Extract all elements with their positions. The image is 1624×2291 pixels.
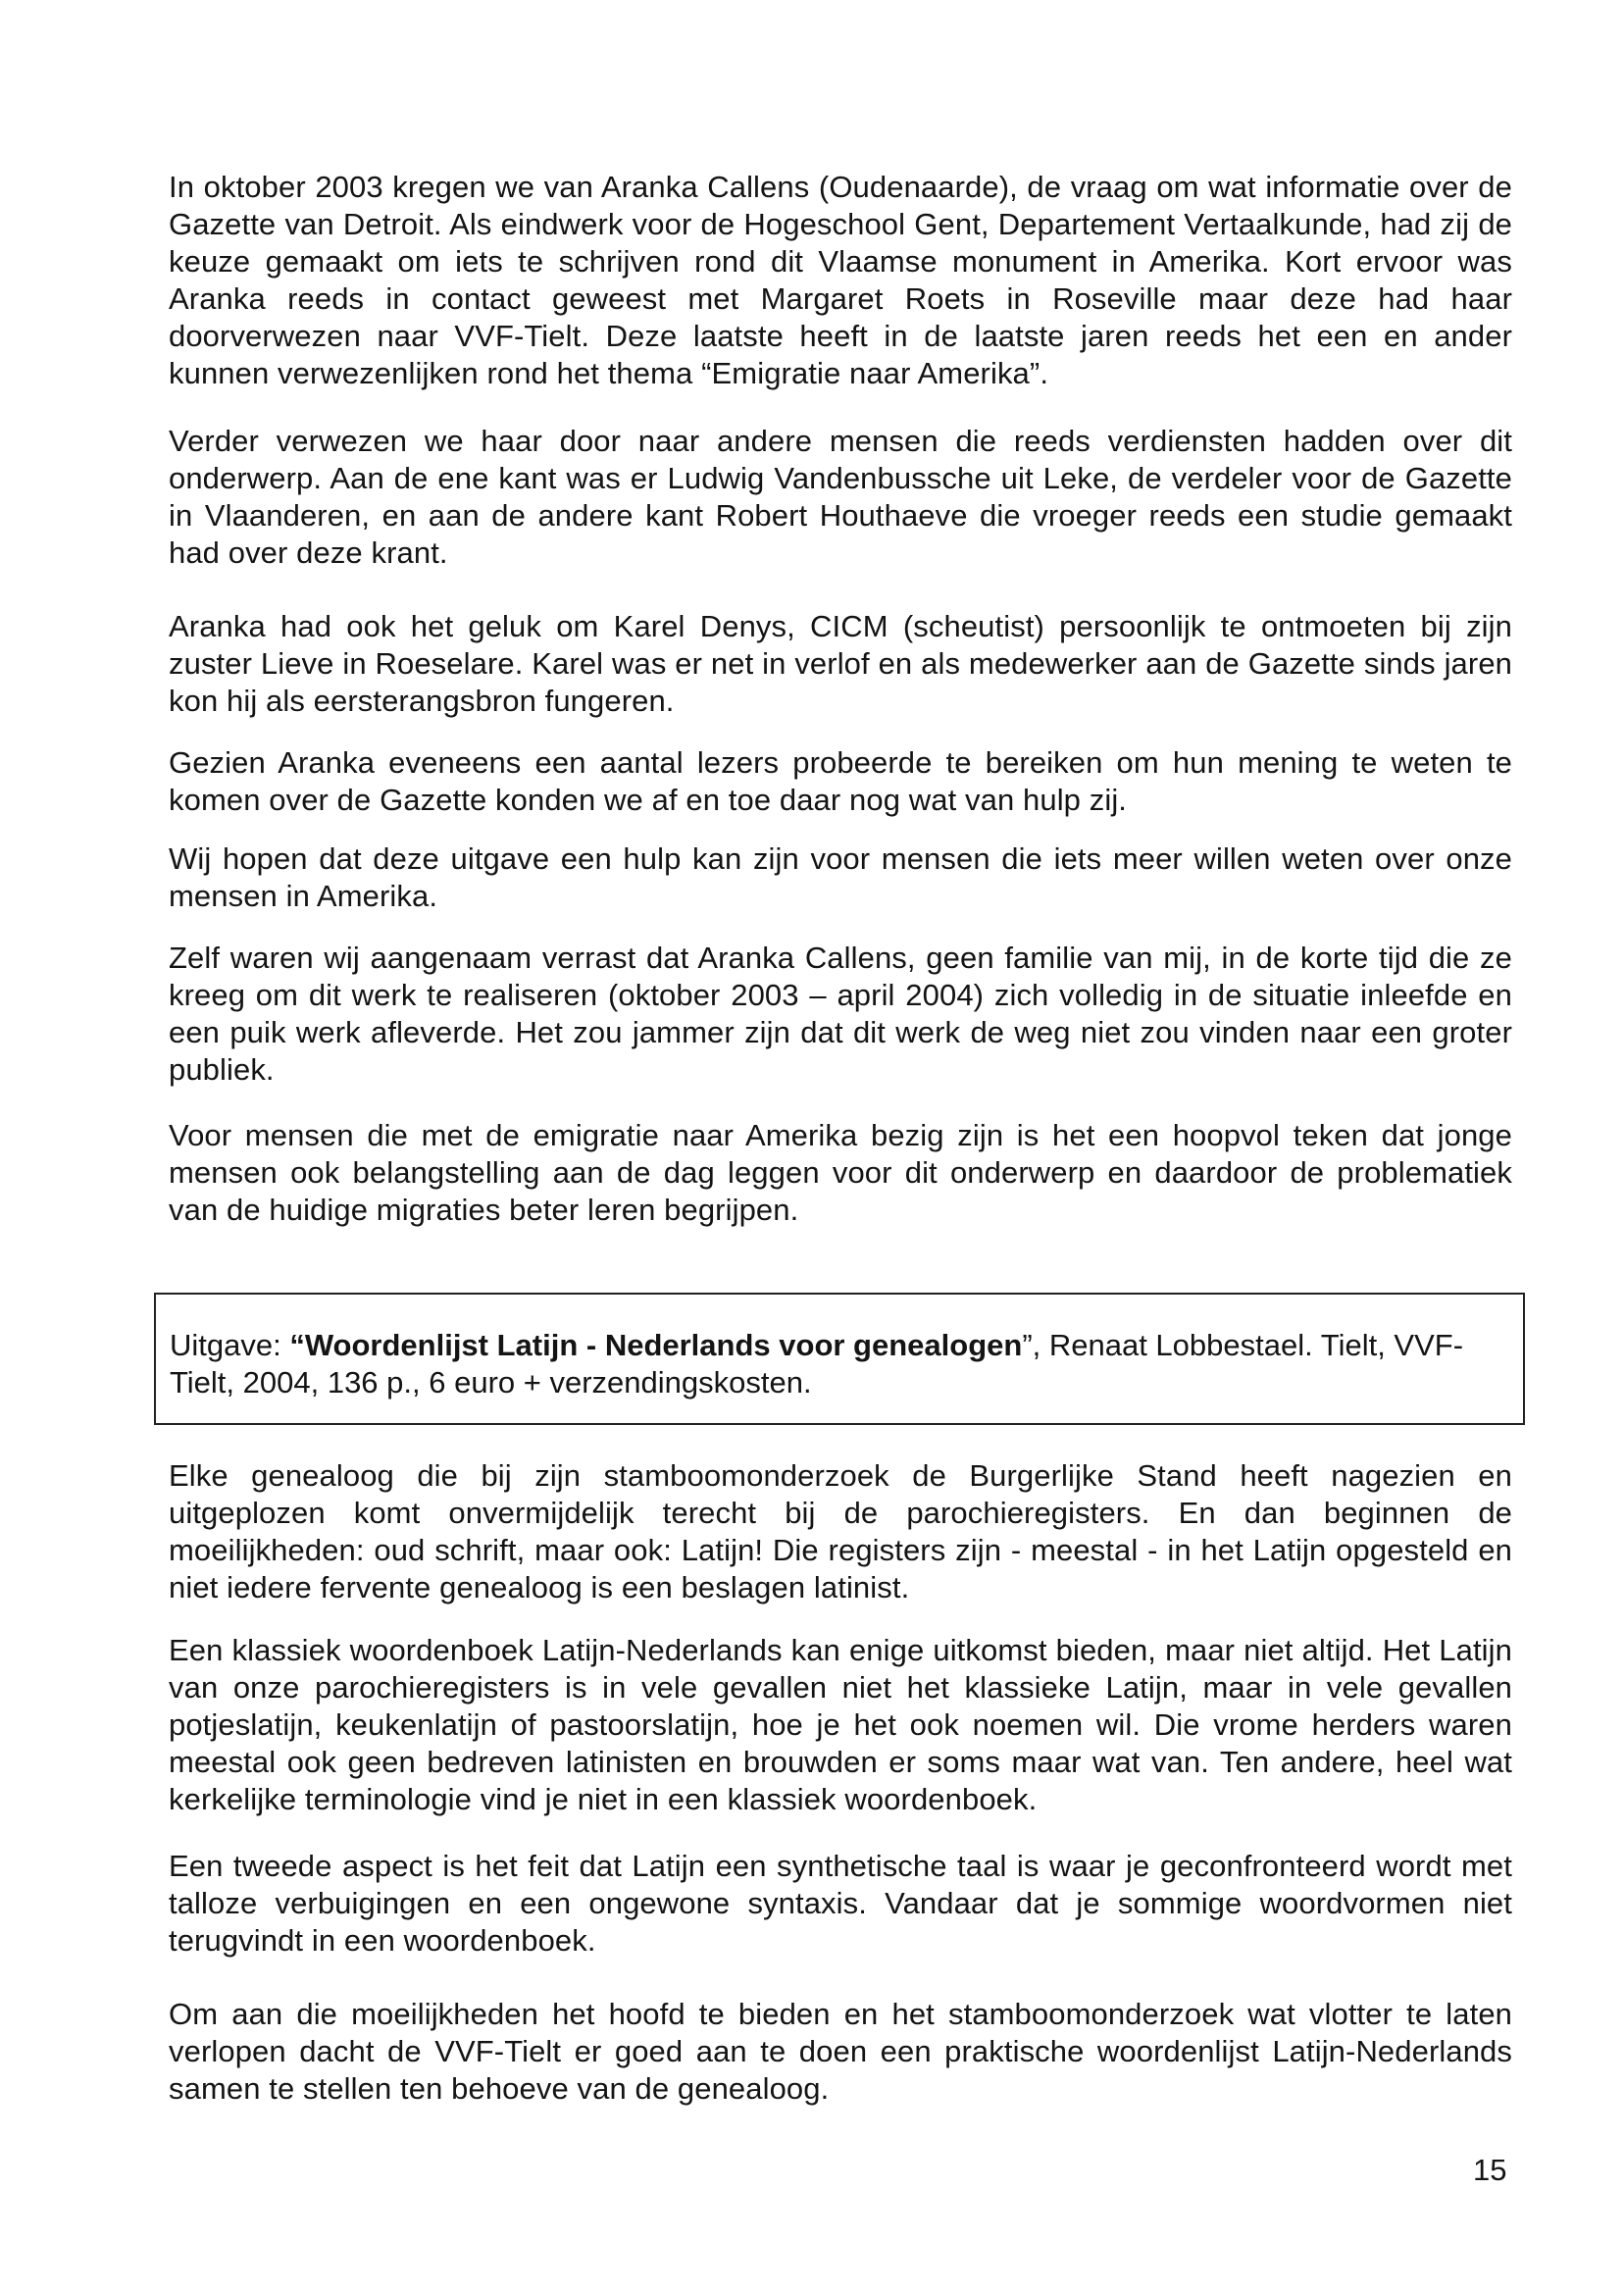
paragraph: Gezien Aranka eveneens een aantal lezers probeerde te bereiken om hun mening te weten te komen over de Gazette konden we af en toe daar nog wat van hulp zij. bbox=[169, 745, 1512, 817]
paragraph: Voor mensen die met de emigratie naar Amerika bezig zijn is het een hoopvol teken dat jonge mensen ook belangstelling aan de dag leggen voor dit onderwerp en daardoor de problematiek van de huidige migraties beter leren begrijpen. bbox=[169, 1118, 1512, 1227]
publication-citation bbox=[170, 1327, 1503, 1401]
paragraph: Elke genealoog die bij zijn stamboomonderzoek de Burgerlijke Stand heeft nagezien en uitgeplozen komt onvermijdelijk terecht bij de parochieregisters. En dan beginnen de moeilijkheden: oud schrift, maar ook: Latijn! Die registers zijn - meestal - in het Latijn opgesteld en niet iedere fervente genealoog is een beslagen latinist. bbox=[169, 1458, 1512, 1604]
publication-prefix: Uitgave: bbox=[170, 1328, 290, 1362]
paragraph: In oktober 2003 kregen we van Aranka Callens (Oudenaarde), de vraag om wat informatie over de Gazette van Detroit. Als eindwerk voor de Hogeschool Gent, Departement Vertaalkunde, had zij de keuze gemaakt om iets te schrijven rond dit Vlaamse monument in Amerika. Kort ervoor was Aranka reeds in contact geweest met Margaret Roets in Roseville maar deze had haar doorverwezen naar VVF-Tielt. Deze laatste heeft in de laatste jaren reeds het een en ander kunnen verwezenlijken rond het thema “Emigratie naar Amerika”. bbox=[169, 170, 1512, 390]
paragraph: Aranka had ook het geluk om Karel Denys, CICM (scheutist) persoonlijk te ontmoeten bij zijn zuster Lieve in Roeselare. Karel was er net in verlof en als medewerker aan de Gazette sinds jaren kon hij als eersterangsbron fungeren. bbox=[169, 609, 1512, 718]
page-number: 15 bbox=[1473, 2153, 1507, 2187]
paragraph: Wij hopen dat deze uitgave een hulp kan zijn voor mensen die iets meer willen weten over onze mensen in Amerika. bbox=[169, 841, 1512, 913]
paragraph: Zelf waren wij aangenaam verrast dat Aranka Callens, geen familie van mij, in de korte tijd die ze kreeg om dit werk te realiseren (oktober 2003 – april 2004) zich volledig in de situatie inleefde en een puik werk afleverde. Het zou jammer zijn dat dit werk de weg niet zou vinden naar een groter publiek. bbox=[169, 941, 1512, 1087]
paragraph: Een tweede aspect is het feit dat Latijn een synthetische taal is waar je geconfronteerd wordt met talloze verbuigingen en een ongewone syntaxis. Vandaar dat je sommige woordvormen niet terugvindt in een woordenboek. bbox=[169, 1849, 1512, 1958]
publication-details: ”, Renaat Lobbestael. Tielt, VVF-Tielt, 2004, 136 p., 6 euro + verzendingskosten. bbox=[170, 1328, 1464, 1400]
paragraph: Een klassiek woordenboek Latijn-Nederlands kan enige uitkomst bieden, maar niet altijd. Het Latijn van onze parochieregisters is in vele gevallen niet het klassieke Latijn, maar in vele gevallen potjeslatijn, keukenlatijn of pastoorslatijn, hoe je het ook noemen wil. Die vrome herders waren meestal ook geen bedreven latinisten en brouwden er soms maar wat van. Ten andere, heel wat kerkelijke terminologie vind je niet in een klassiek woordenboek. bbox=[169, 1633, 1512, 1816]
publication-info-box bbox=[154, 1293, 1525, 1425]
paragraph: Om aan die moeilijkheden het hoofd te bieden en het stamboomonderzoek wat vlotter te laten verlopen dacht de VVF-Tielt er goed aan te doen een praktische woordenlijst Latijn-Nederlands samen te stellen ten behoeve van de genealoog. bbox=[169, 1997, 1512, 2106]
publication-title: “Woordenlijst Latijn - Nederlands voor genealogen bbox=[289, 1328, 1023, 1362]
paragraph: Verder verwezen we haar door naar andere mensen die reeds verdiensten hadden over dit onderwerp. Aan de ene kant was er Ludwig Vandenbussche uit Leke, de verdeler voor de Gazette in Vlaanderen, en aan de andere kant Robert Houthaeve die vroeger reeds een studie gemaakt had over deze krant. bbox=[169, 424, 1512, 570]
